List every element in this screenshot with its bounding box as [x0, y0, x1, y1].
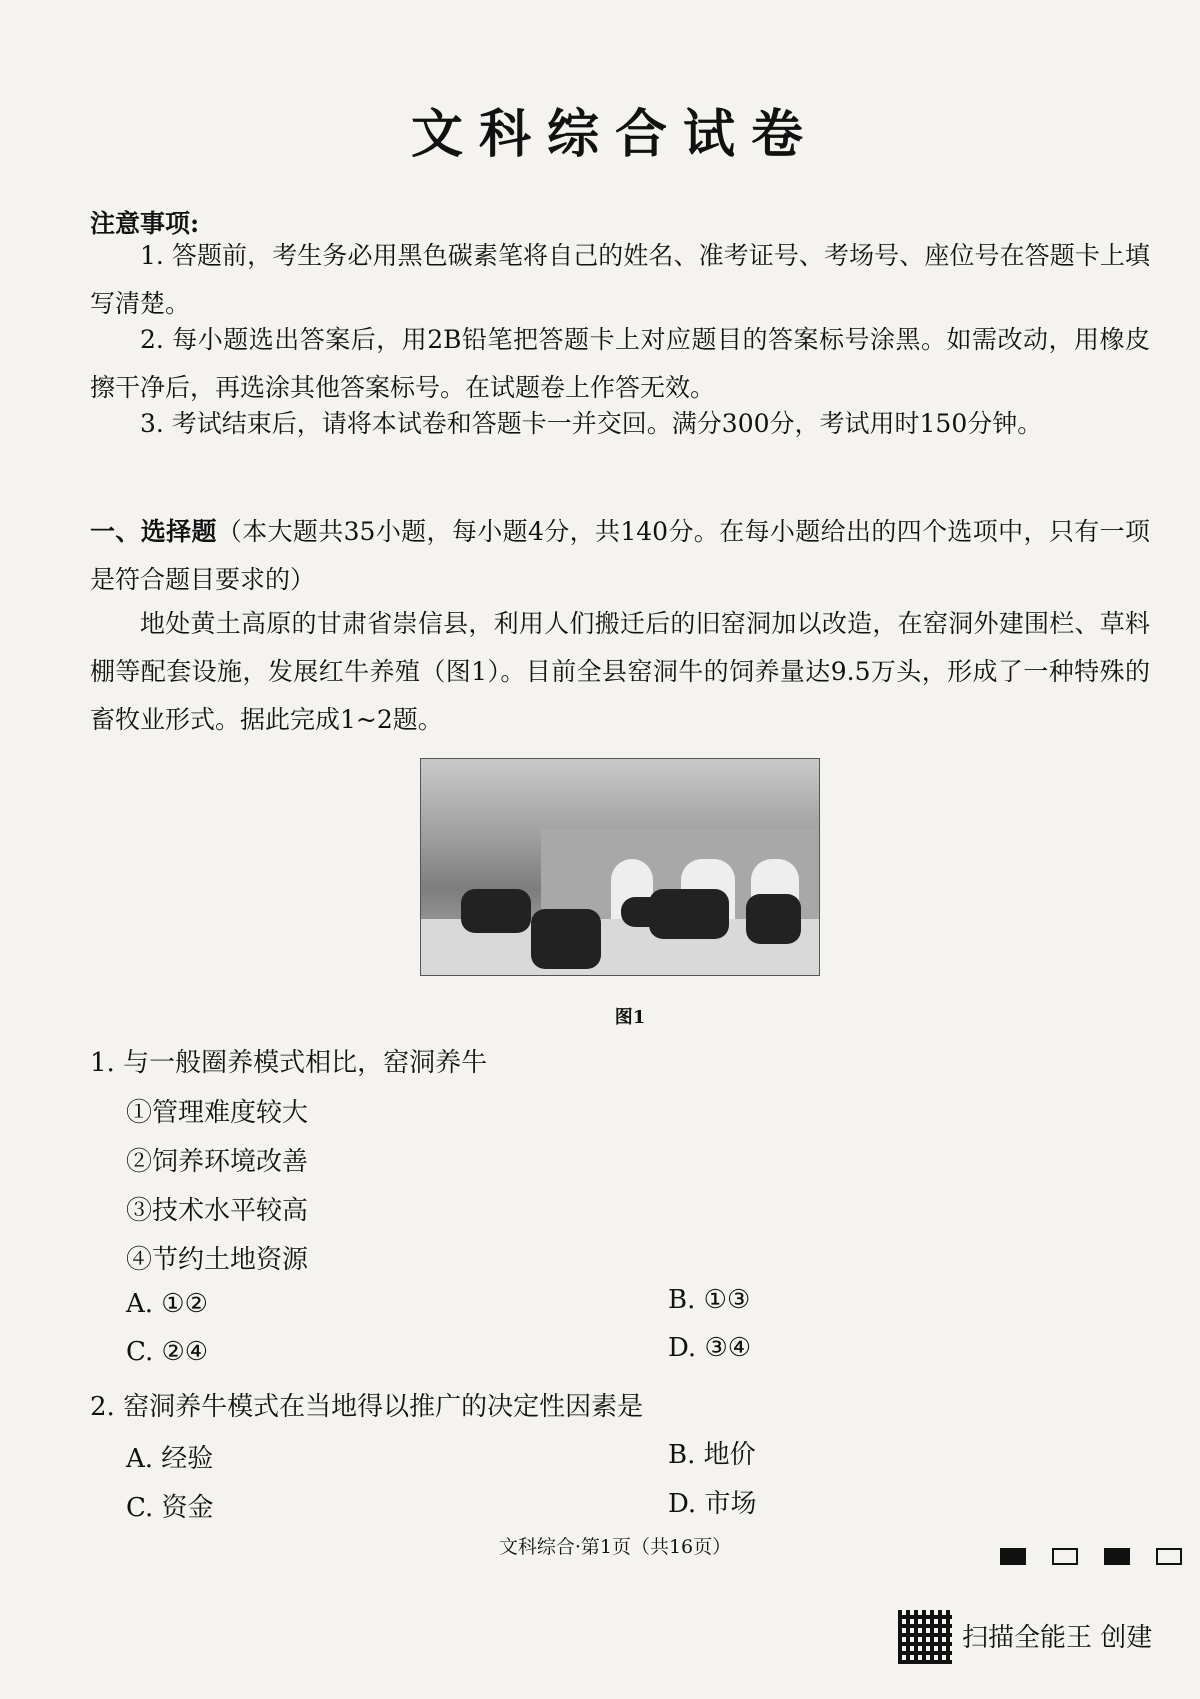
- marker-empty: [1052, 1548, 1078, 1565]
- marker-filled: [1000, 1548, 1026, 1565]
- question-2-option-c: C. 资金: [126, 1493, 214, 1523]
- question-1-option-a: A. ①②: [126, 1289, 208, 1319]
- passage-text: 地处黄土高原的甘肃省崇信县，利用人们搬迁后的旧窑洞加以改造，在窑洞外建围栏、草料棚等配套设施，发展红牛养殖（图1）。目前全县窑洞牛的饲养量达9.5万头，形成了一种特殊的畜牧业形式。据此完成1~2题。: [90, 609, 1150, 734]
- scanner-watermark: 扫描全能王 创建: [962, 1623, 1153, 1653]
- question-1-item: ①管理难度较大: [126, 1098, 309, 1128]
- question-2-option-d: D. 市场: [668, 1489, 757, 1519]
- section-instruction: （本大题共35小题，每小题4分，共140分。在每小题给出的四个选项中，只有一项是符合题目要求的）: [90, 517, 1150, 594]
- qr-code-icon: [898, 1610, 952, 1664]
- cow: [531, 909, 601, 969]
- notice-item-1: 1. 答题前，考生务必用黑色碳素笔将自己的姓名、准考证号、考场号、座位号在答题卡上填写清楚。: [90, 241, 1150, 318]
- notice-heading: 注意事项:: [90, 209, 200, 238]
- notice-item-3: 3. 考试结束后，请将本试卷和答题卡一并交回。满分300分，考试用时150分钟。: [140, 409, 1043, 438]
- cave-cattle-photo: [420, 758, 820, 976]
- question-1-option-c: C. ②④: [126, 1337, 209, 1367]
- question-1-item: ④节约土地资源: [126, 1245, 309, 1275]
- question-2-option-b: B. 地价: [668, 1440, 756, 1470]
- cow: [461, 889, 531, 933]
- question-1-option-b: B. ①③: [668, 1285, 751, 1315]
- question-1-item: ③技术水平较高: [126, 1196, 309, 1226]
- cow: [746, 894, 801, 944]
- notice-item-2: 2. 每小题选出答案后，用2B铅笔把答题卡上对应题目的答案标号涂黑。如需改动，用橡皮擦干净后，再选涂其他答案标号。在试题卷上作答无效。: [90, 325, 1150, 402]
- section-block: [90, 508, 1150, 604]
- page-footer: 文科综合·第1页（共16页）: [498, 1536, 732, 1558]
- marker-empty: [1156, 1548, 1182, 1565]
- exam-title: 文科综合试卷: [410, 104, 819, 165]
- question-1-item: ②饲养环境改善: [126, 1147, 309, 1177]
- question-1-option-d: D. ③④: [668, 1333, 752, 1363]
- question-1-stem: 1. 与一般圈养模式相比，窑洞养牛: [90, 1048, 488, 1078]
- question-2-option-a: A. 经验: [126, 1444, 214, 1474]
- figure-caption: 图1: [614, 1007, 646, 1028]
- section-heading: 一、选择题: [90, 517, 217, 546]
- cow: [649, 889, 729, 939]
- question-2-stem: 2. 窑洞养牛模式在当地得以推广的决定性因素是: [90, 1392, 644, 1422]
- marker-filled: [1104, 1548, 1130, 1565]
